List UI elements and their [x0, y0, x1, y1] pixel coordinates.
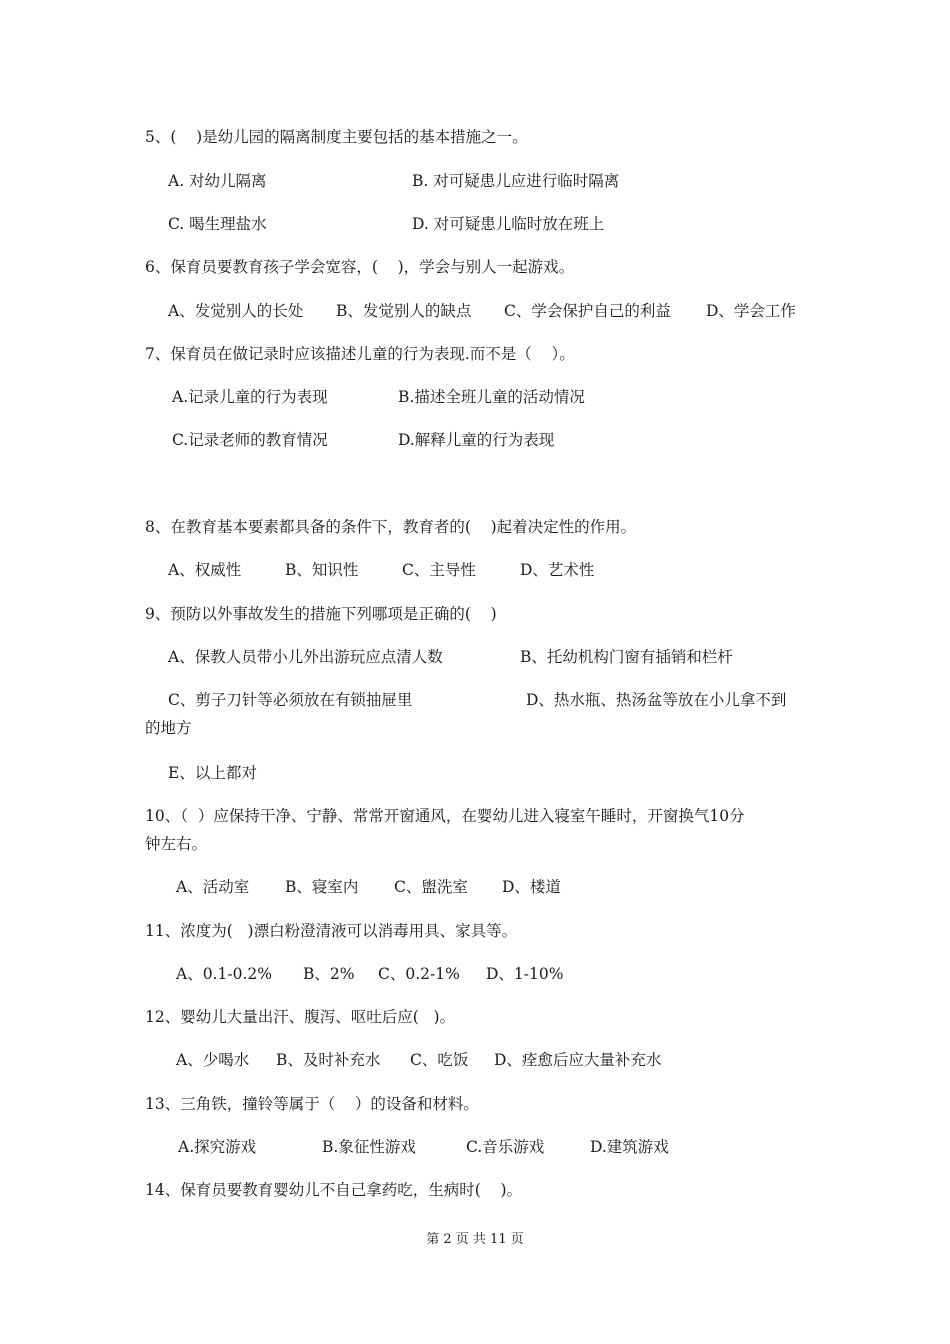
question-5-option-b: B. 对可疑患儿应进行临时隔离 — [412, 172, 620, 190]
question-10-stem-continued: 钟左右。 — [145, 835, 208, 853]
question-5-option-d: D. 对可疑患儿临时放在班上 — [412, 215, 605, 233]
question-8-stem: 8、在教育基本要素都具备的条件下，教育者的( )起着决定性的作用。 — [145, 518, 637, 536]
question-11-option-a: A、0.1-0.2% — [176, 965, 272, 983]
question-11-option-b: B、2% — [303, 965, 355, 983]
question-5-option-a: A. 对幼儿隔离 — [168, 172, 267, 190]
question-9-option-e: E、以上都对 — [168, 764, 257, 782]
question-8-option-c: C、主导性 — [402, 561, 476, 579]
question-7-option-c: C.记录老师的教育情况 — [172, 431, 328, 449]
question-8-option-d: D、艺术性 — [520, 561, 595, 579]
question-6-option-a: A、发觉别人的长处 — [168, 302, 304, 320]
question-13-option-c: C.音乐游戏 — [466, 1138, 545, 1156]
question-9-option-d-continued: 的地方 — [145, 719, 192, 737]
question-7-option-d: D.解释儿童的行为表现 — [398, 431, 555, 449]
question-6-option-b: B、发觉别人的缺点 — [336, 302, 472, 320]
question-9-stem: 9、预防以外事故发生的措施下列哪项是正确的( ) — [145, 605, 497, 623]
question-8-option-b: B、知识性 — [285, 561, 359, 579]
question-7-stem: 7、保育员在做记录时应该描述儿童的行为表现.而不是（ ）。 — [145, 345, 575, 363]
question-6-stem: 6、保育员要教育孩子学会宽容，( )，学会与别人一起游戏。 — [145, 258, 575, 276]
question-10-option-a: A、活动室 — [176, 878, 250, 896]
question-13-option-b: B.象征性游戏 — [322, 1138, 416, 1156]
question-7-option-a: A.记录儿童的行为表现 — [172, 388, 328, 406]
question-12-stem: 12、婴幼儿大量出汗、腹泻、呕吐后应( )。 — [145, 1008, 456, 1026]
question-11-option-d: D、1-10% — [486, 965, 564, 983]
page-number-footer: 第 2 页 共 11 页 — [426, 1232, 524, 1247]
question-13-option-a: A.探究游戏 — [178, 1138, 257, 1156]
question-12-option-c: C、吃饭 — [410, 1051, 469, 1069]
question-12-option-a: A、少喝水 — [176, 1051, 250, 1069]
question-8-option-a: A、权威性 — [168, 561, 242, 579]
question-9-option-b: B、托幼机构门窗有插销和栏杆 — [520, 648, 733, 666]
question-9-option-c: C、剪子刀针等必须放在有锁抽屉里 — [168, 691, 413, 709]
question-9-option-d: D、热水瓶、热汤盆等放在小儿拿不到 — [526, 691, 787, 709]
question-10-option-c: C、盥洗室 — [394, 878, 468, 896]
question-9-option-a: A、保教人员带小儿外出游玩应点清人数 — [168, 648, 443, 666]
question-10-stem: 10、（ ）应保持干净、宁静、常常开窗通风，在婴幼儿进入寝室午睡时，开窗换气10分 — [145, 807, 745, 825]
question-5-stem: 5、( )是幼儿园的隔离制度主要包括的基本措施之一。 — [145, 128, 528, 146]
question-12-option-b: B、及时补充水 — [276, 1051, 381, 1069]
question-6-option-d: D、学会工作 — [706, 302, 796, 320]
question-6-option-c: C、学会保护自己的利益 — [504, 302, 671, 320]
question-11-option-c: C、0.2-1% — [378, 965, 460, 983]
question-13-stem: 13、三角铁，撞铃等属于（ ）的设备和材料。 — [145, 1095, 479, 1113]
question-7-option-b: B.描述全班儿童的活动情况 — [398, 388, 585, 406]
question-10-option-d: D、楼道 — [502, 878, 561, 896]
question-11-stem: 11、浓度为( )漂白粉澄清液可以消毒用具、家具等。 — [145, 922, 518, 940]
question-10-option-b: B、寝室内 — [285, 878, 359, 896]
question-12-option-d: D、痊愈后应大量补充水 — [494, 1051, 662, 1069]
question-13-option-d: D.建筑游戏 — [590, 1138, 669, 1156]
question-14-stem: 14、保育员要教育婴幼儿不自己拿药吃，生病时( )。 — [145, 1181, 523, 1199]
question-5-option-c: C. 喝生理盐水 — [168, 215, 267, 233]
